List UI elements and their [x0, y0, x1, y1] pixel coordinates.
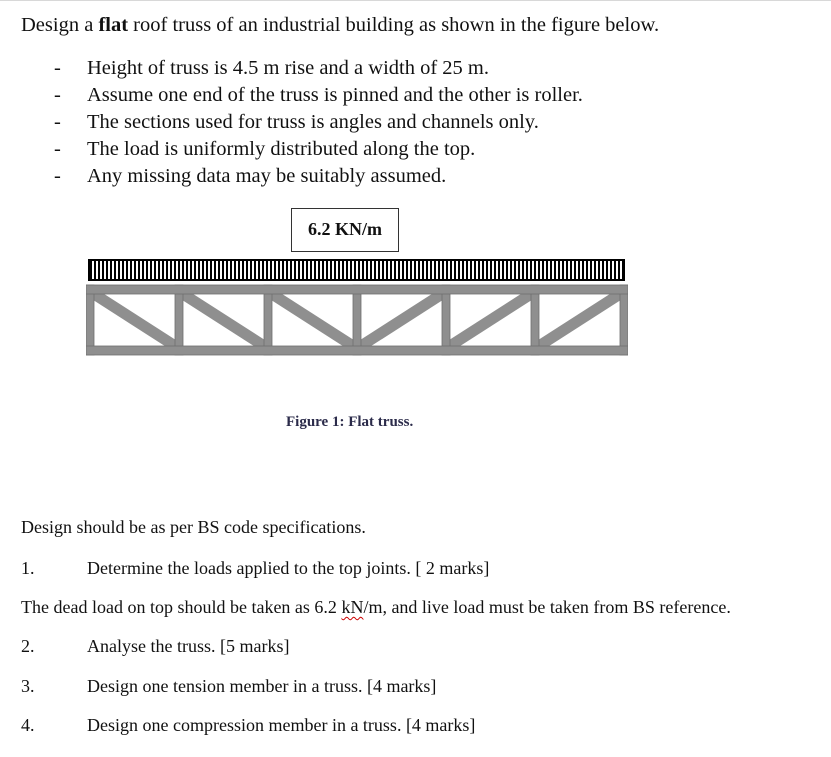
truss-vertical	[531, 285, 539, 355]
bullet-text: Height of truss is 4.5 m rise and a width of 25 m.	[87, 57, 489, 79]
truss-diagonal	[450, 294, 531, 346]
truss-vertical	[620, 285, 628, 355]
load-label: 6.2 KN/m	[308, 219, 382, 239]
question-text: Design one compression member in a truss. [4 marks]	[87, 715, 476, 735]
bullet-dash: -	[54, 138, 61, 160]
truss-vertical	[264, 285, 272, 355]
page-top-border	[0, 0, 831, 1]
design-note: Design should be as per BS code specifications.	[21, 517, 366, 537]
question-number: 2.	[21, 636, 35, 656]
dead-load-note	[21, 597, 731, 618]
flat-truss-drawing	[86, 283, 628, 357]
truss-top-chord	[86, 285, 628, 294]
bullet-item	[0, 165, 700, 192]
spellcheck-flagged-word: kN	[341, 597, 364, 617]
bullet-item	[0, 84, 700, 111]
truss-bottom-chord	[86, 346, 628, 355]
truss-vertical	[86, 285, 94, 355]
question-text: Determine the loads applied to the top joints. [ 2 marks]	[87, 558, 490, 578]
question-number: 1.	[21, 558, 35, 578]
dead-load-text-end: /m, and live load must be taken from BS reference.	[363, 597, 731, 617]
truss-members	[86, 285, 628, 355]
bullet-text: Assume one end of the truss is pinned and the other is roller.	[87, 84, 583, 106]
intro-sentence	[21, 14, 659, 37]
intro-text-end: roof truss of an industrial building as shown in the figure below.	[128, 14, 660, 36]
truss-diagonal	[361, 294, 442, 346]
truss-diagonal	[272, 294, 353, 346]
truss-vertical	[353, 285, 361, 355]
bullet-dash: -	[54, 165, 61, 187]
truss-vertical	[175, 285, 183, 355]
bullet-item	[0, 57, 700, 84]
figure-caption: Figure 1: Flat truss.	[286, 414, 414, 430]
bullet-dash: -	[54, 84, 61, 106]
bullet-text: Any missing data may be suitably assumed.	[87, 165, 447, 187]
distributed-load-strip	[88, 259, 625, 281]
intro-text-start: Design a	[21, 14, 99, 36]
bullet-item	[0, 111, 700, 138]
question-number: 4.	[21, 715, 35, 735]
question-text: Analyse the truss. [5 marks]	[87, 636, 290, 656]
question-text: Design one tension member in a truss. [4 marks]	[87, 676, 437, 696]
truss-diagonal	[94, 294, 175, 346]
dead-load-text-start: The dead load on top should be taken as 6.2	[21, 597, 342, 617]
truss-diagonal	[183, 294, 264, 346]
question-number: 3.	[21, 676, 35, 696]
bullet-dash: -	[54, 111, 61, 133]
load-label-box	[291, 208, 399, 252]
intro-bold-word: flat	[98, 14, 129, 36]
bullet-dash: -	[54, 57, 61, 79]
truss-diagonal	[539, 294, 620, 346]
bullet-item	[0, 138, 700, 165]
bullet-text: The load is uniformly distributed along the top.	[87, 138, 476, 160]
truss-vertical	[442, 285, 450, 355]
bullet-text: The sections used for truss is angles and channels only.	[87, 111, 539, 133]
